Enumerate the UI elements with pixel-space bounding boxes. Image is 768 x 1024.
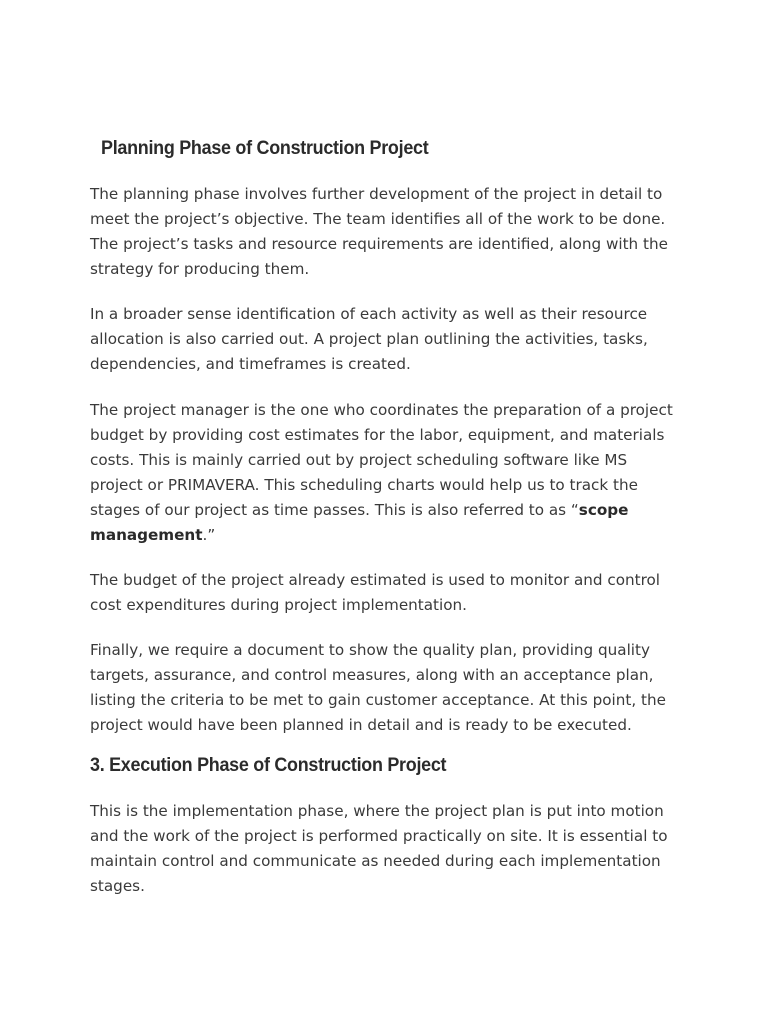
- planning-paragraph-3: [90, 398, 690, 548]
- text-line: [90, 498, 690, 523]
- execution-paragraph-1: [90, 799, 690, 899]
- planning-paragraph-4: [90, 568, 690, 618]
- execution-phase-heading: 3. Execution Phase of Construction Project: [90, 754, 447, 776]
- text-line: project would have been planned in detail and is ready to be executed.: [90, 716, 632, 734]
- text-line: listing the criteria to be met to gain customer acceptance. At this point, the: [90, 691, 666, 709]
- text-line: maintain control and communicate as needed during each implementation: [90, 852, 661, 870]
- text-line: and the work of the project is performed practically on site. It is essential to: [90, 827, 668, 845]
- text-line: budget by providing cost estimates for the labor, equipment, and materials: [90, 426, 665, 444]
- text-segment: stages of our project as time passes. This is also referred to as “: [90, 501, 579, 519]
- planning-paragraph-2: [90, 302, 690, 377]
- text-line: [90, 523, 690, 548]
- text-line: This is the implementation phase, where the project plan is put into motion: [90, 802, 664, 820]
- text-line: The project’s tasks and resource requirements are identified, along with the: [90, 235, 668, 253]
- text-line: strategy for producing them.: [90, 260, 310, 278]
- text-line: meet the project’s objective. The team identifies all of the work to be done.: [90, 210, 666, 228]
- text-line: stages.: [90, 877, 145, 895]
- text-line: targets, assurance, and control measures, along with an acceptance plan,: [90, 666, 654, 684]
- text-line: The project manager is the one who coordinates the preparation of a project: [90, 401, 673, 419]
- text-line: costs. This is mainly carried out by project scheduling software like MS: [90, 451, 628, 469]
- text-line: The planning phase involves further development of the project in detail to: [90, 185, 663, 203]
- text-line: Finally, we require a document to show the quality plan, providing quality: [90, 641, 650, 659]
- text-line: allocation is also carried out. A project plan outlining the activities, tasks,: [90, 330, 648, 348]
- scope-bold-text: scope: [578, 501, 629, 519]
- text-line: project or PRIMAVERA. This scheduling charts would help us to track the: [90, 476, 638, 494]
- planning-paragraph-1: [90, 182, 690, 282]
- text-line: The budget of the project already estimated is used to monitor and control: [90, 571, 661, 589]
- management-bold-text: management: [90, 526, 203, 544]
- text-line: cost expenditures during project implementation.: [90, 596, 467, 614]
- planning-paragraph-5: [90, 638, 690, 738]
- text-line: In a broader sense identification of each activity as well as their resource: [90, 305, 648, 323]
- text-segment: .”: [202, 526, 216, 544]
- planning-phase-heading: Planning Phase of Construction Project: [101, 137, 429, 159]
- text-line: dependencies, and timeframes is created.: [90, 355, 411, 373]
